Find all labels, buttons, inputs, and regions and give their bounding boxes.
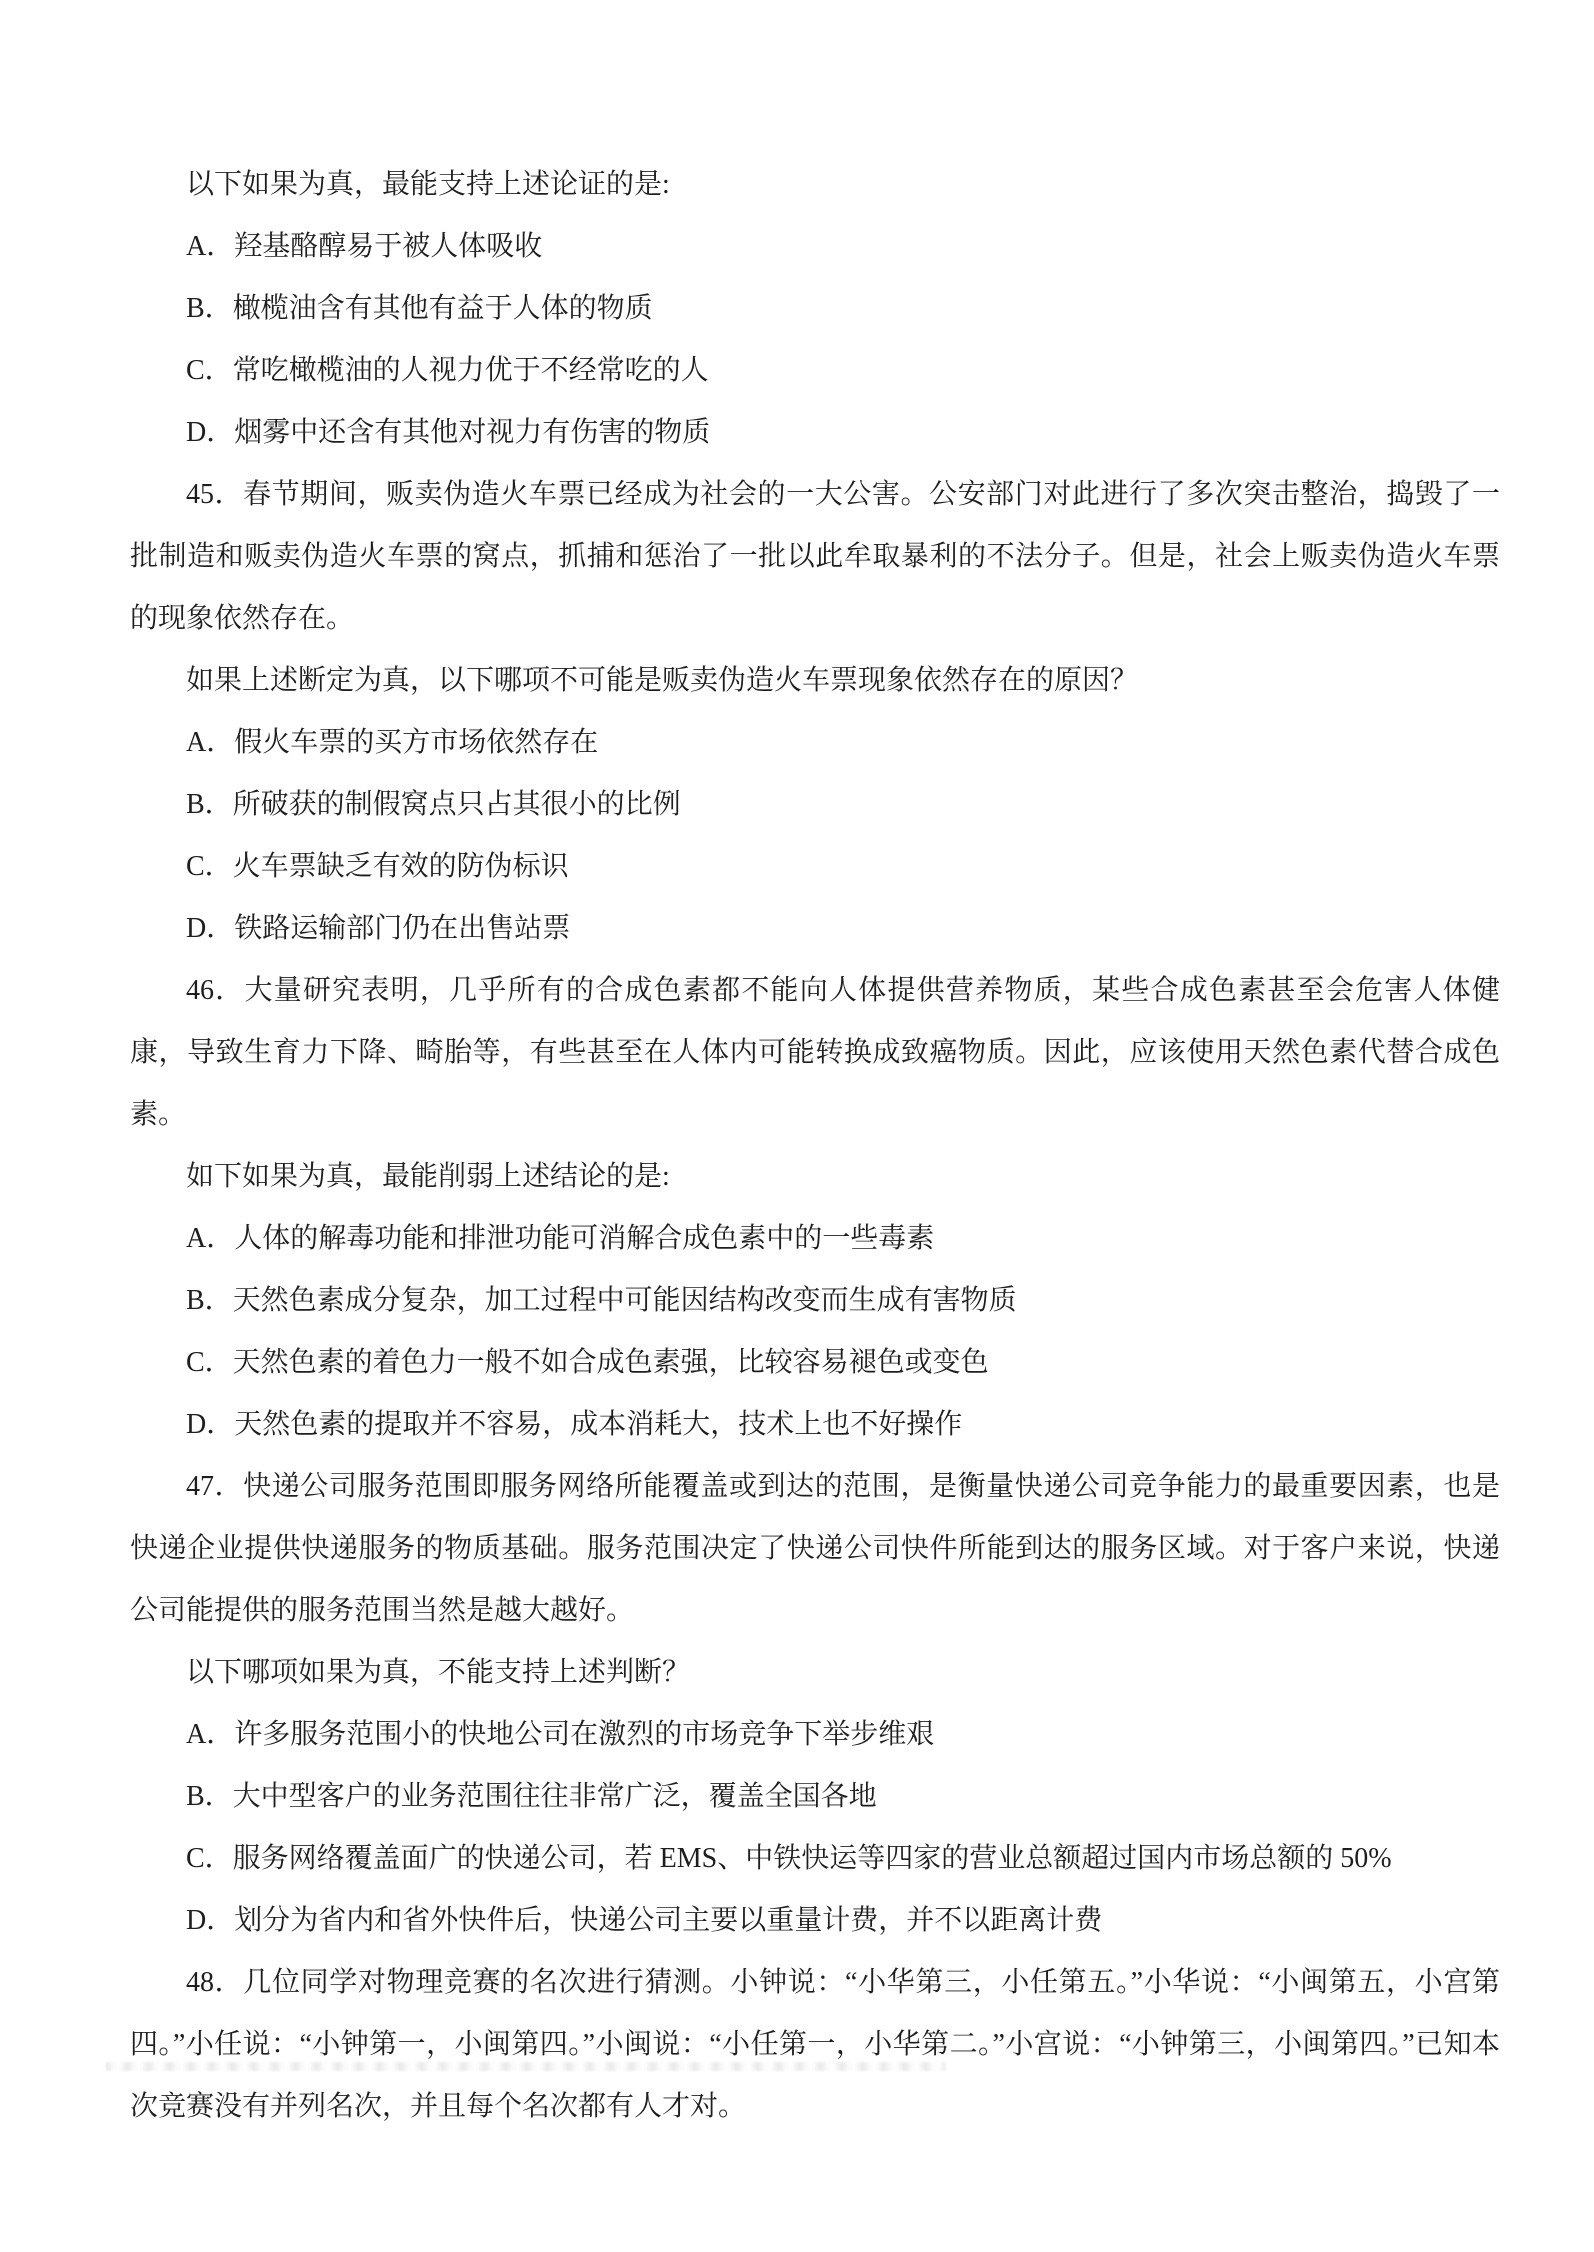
question-45-option-b: B．所破获的制假窝点只占其很小的比例 [186,789,681,820]
question-45-option-d: D．铁路运输部门仍在出售站票 [186,913,571,944]
question-46-stem: 46．大量研究表明，几乎所有的合成色素都不能向人体提供营养物质，某些合成色素甚至会危害人体健康，导致生育力下降、畸胎等，有些甚至在人体内可能转换成致癌物质。因此，应该使用天然色素代替合成色素。 [130,975,1500,1130]
question-46-prompt: 如下如果为真，最能削弱上述结论的是: [186,1161,670,1192]
question-45-stem: 45．春节期间，贩卖伪造火车票已经成为社会的一大公害。公安部门对此进行了多次突击整治，捣毁了一批制造和贩卖伪造火车票的窝点，抓捕和惩治了一批以此牟取暴利的不法分子。但是，社会上贩卖伪造火车票的现象依然存在。 [130,479,1500,634]
question-45-option-c: C．火车票缺乏有效的防伪标识 [186,851,569,882]
question-47-prompt: 以下哪项如果为真，不能支持上述判断？ [186,1657,691,1688]
question-45-prompt: 如果上述断定为真，以下哪项不可能是贩卖伪造火车票现象依然存在的原因？ [186,665,1139,696]
intro-question-prompt: 以下如果为真，最能支持上述论证的是: [186,169,670,200]
question-47-option-d: D．划分为省内和省外快件后，快递公司主要以重量计费，并不以距离计费 [186,1905,1103,1936]
intro-question-option-c: C．常吃橄榄油的人视力优于不经常吃的人 [186,355,709,386]
question-46-option-c: C．天然色素的着色力一般不如合成色素强，比较容易褪色或变色 [186,1347,989,1378]
question-47-option-b: B．大中型客户的业务范围往往非常广泛，覆盖全国各地 [186,1781,877,1812]
question-47-stem: 47．快递公司服务范围即服务网络所能覆盖或到达的范围，是衡量快递公司竞争能力的最重要因素，也是快递企业提供快递服务的物质基础。服务范围决定了快递公司快件所能到达的服务区域。对于客户来说，快递公司能提供的服务范围当然是越大越好。 [130,1471,1500,1626]
question-47-option-a: A．许多服务范围小的快地公司在激烈的市场竞争下举步维艰 [186,1719,935,1750]
intro-question-option-d: D．烟雾中还含有其他对视力有伤害的物质 [186,417,711,448]
question-46-option-d: D．天然色素的提取并不容易，成本消耗大，技术上也不好操作 [186,1409,963,1440]
intro-question-option-b: B．橄榄油含有其他有益于人体的物质 [186,293,653,324]
question-45-option-a: A．假火车票的买方市场依然存在 [186,727,599,758]
question-46-option-b: B．天然色素成分复杂，加工过程中可能因结构改变而生成有害物质 [186,1285,1017,1316]
bleed-through-text-artifact [106,2062,946,2071]
question-46-option-a: A．人体的解毒功能和排泄功能可消解合成色素中的一些毒素 [186,1223,935,1254]
question-48-stem: 48．几位同学对物理竞赛的名次进行猜测。小钟说：“小华第三，小任第五。”小华说：“小闽第五，小宫第四。”小任说：“小钟第一，小闽第四。”小闽说：“小任第一，小华第二。”小宫说：“小钟第三，小闽第四。”已知本次竞赛没有并列名次，并且每个名次都有人才对。 [130,1967,1500,2122]
question-47-option-c: C．服务网络覆盖面广的快递公司，若 EMS、中铁快运等四家的营业总额超过国内市场总额的 50% [186,1843,1392,1874]
intro-question-option-a: A．羟基酪醇易于被人体吸收 [186,231,543,262]
page-text-content [130,154,1500,2138]
